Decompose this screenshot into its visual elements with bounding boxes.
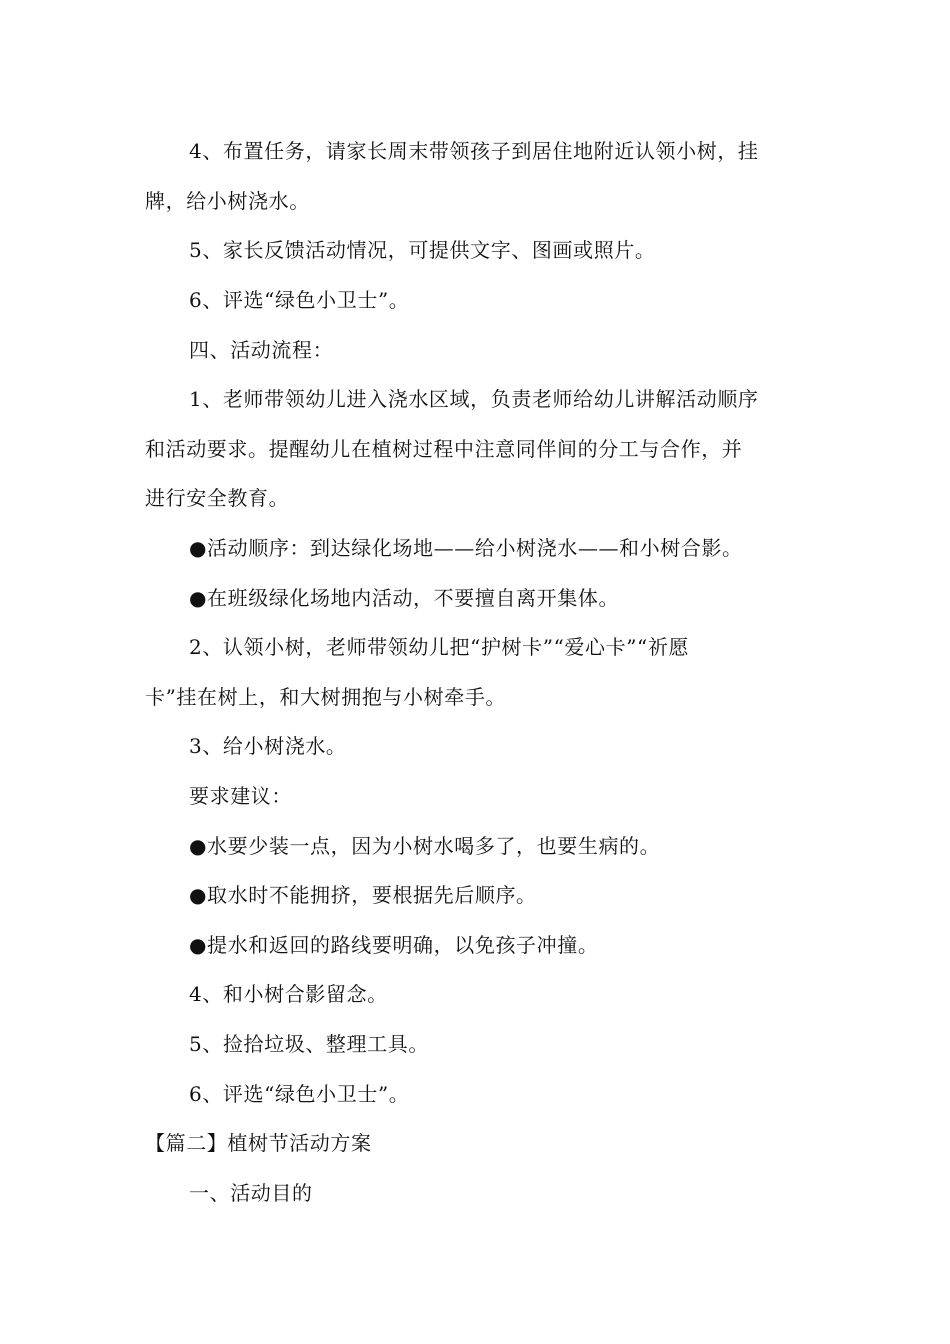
section-heading: 一、活动目的 [189, 1181, 313, 1205]
subheading: 要求建议： [189, 784, 292, 808]
bullet-line: ●活动顺序：到达绿化场地——给小树浇水——和小树合影。 [189, 536, 743, 560]
paragraph-line: 5、家长反馈活动情况，可提供文字、图画或照片。 [189, 238, 656, 262]
paragraph-line: 6、评选“绿色小卫士”。 [189, 288, 410, 312]
paragraph-line: 1、老师带领幼儿进入浇水区域，负责老师给幼儿讲解活动顺序 [189, 387, 759, 411]
paragraph-line: 5、捡拾垃圾、整理工具。 [189, 1032, 429, 1056]
paragraph-line: 4、布置任务，请家长周末带领孩子到居住地附近认领小树，挂 [189, 139, 759, 163]
paragraph-line: 4、和小树合影留念。 [189, 982, 388, 1006]
bullet-line: ●在班级绿化场地内活动，不要擅自离开集体。 [189, 586, 620, 610]
bullet-line: ●提水和返回的路线要明确，以免孩子冲撞。 [189, 933, 599, 957]
paragraph-line: 3、给小树浇水。 [189, 734, 347, 758]
bullet-line: ●取水时不能拥挤，要根据先后顺序。 [189, 883, 537, 907]
paragraph-line: 卡”挂在树上，和大树拥抱与小树牵手。 [145, 685, 507, 709]
paragraph-line: 2、认领小树，老师带领幼儿把“护树卡”“爱心卡”“祈愿 [189, 635, 690, 659]
paragraph-line: 牌，给小树浇水。 [145, 189, 310, 213]
paragraph-line: 6、评选“绿色小卫士”。 [189, 1082, 410, 1106]
bullet-line: ●水要少装一点，因为小树水喝多了，也要生病的。 [189, 834, 661, 858]
article-title: 【篇二】植树节活动方案 [145, 1131, 372, 1155]
paragraph-line: 和活动要求。提醒幼儿在植树过程中注意同伴间的分工与合作，并 [145, 437, 743, 461]
section-heading: 四、活动流程： [189, 338, 334, 362]
paragraph-line: 进行安全教育。 [145, 486, 290, 510]
